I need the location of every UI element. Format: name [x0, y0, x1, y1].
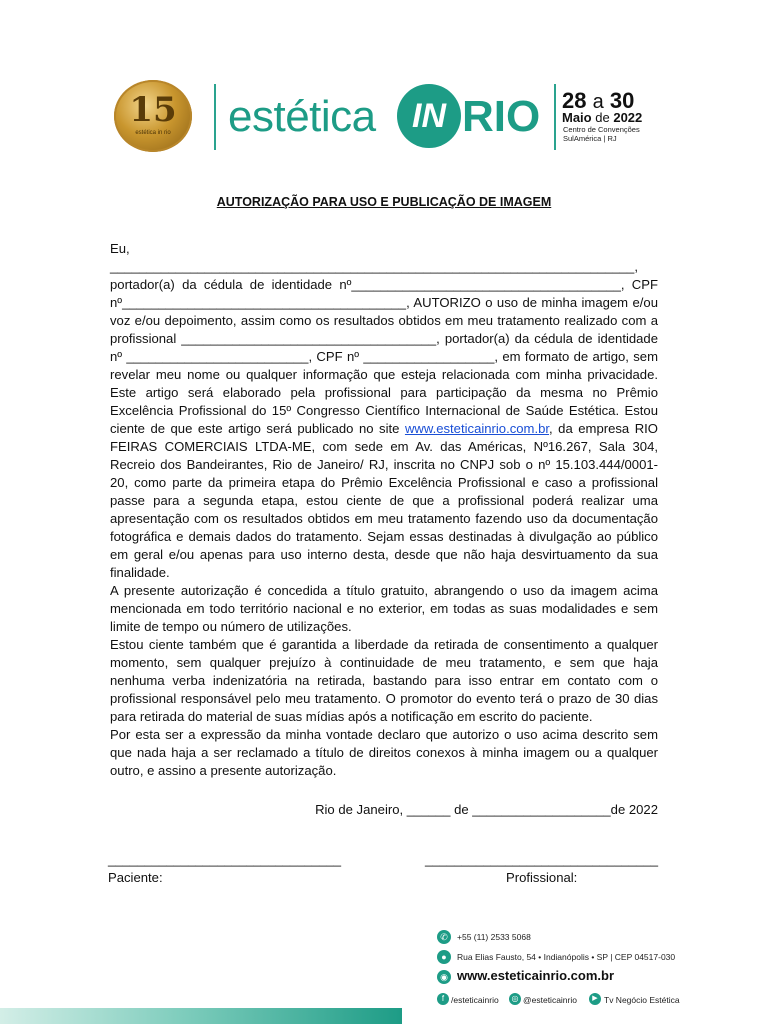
- paragraph-1-part-a: Eu, ________________________________________________________________________, portador(a) da cédula de identidade nº_____________________________________, CPF nº_______________________________________, AUTORIZO o uso de minha imagem e/ou voz e/ou depoimento, assim como os resultados obtidos em meu tratamento realizado com a profissional ___________________________________, portador(a) da cédula de identidade nº _________________________, CPF nº __________________, em formato de artigo, sem revelar meu nome ou qualquer informação que esteja relacionada com minha privacidade. Este artigo será elaborado pela profissional para participação da mesma no Prêmio Excelência Profissional do 15º Congresso Científico Internacional de Saúde Estética. Estou ciente de que este artigo será publicado no site: [110, 241, 658, 436]
- header-divider-left: [214, 84, 216, 150]
- paragraph-1-part-b: , da empresa RIO FEIRAS COMERCIAIS LTDA-ME, com sede em Av. das Américas, Nº16.267, Sala 304, Recreio dos Bandeirantes, Rio de Janeiro/ RJ, inscrita no CNPJ sob o nº 15.103.444/0001- 20, como parte da primeira etapa do Prêmio Excelência Profissional e caso a profissional passe para a segunda etapa, estou ciente de que a profissional poderá realizar uma apresentação com os resultados obtidos em meu tratamento fazendo uso da documentação fotográfica e demais dados do tratamento. Sejam essas destinadas à divulgação ao público em geral e/ou apenas para uso interno desta, desde que não haja desvirtuamento da sua finalidade.: [110, 421, 658, 580]
- event-year: 2022: [613, 110, 643, 125]
- footer-phone: +55 (11) 2533 5068: [457, 932, 531, 942]
- document-title: AUTORIZAÇÃO PARA USO E PUBLICAÇÃO DE IMAGEM: [216, 195, 552, 209]
- date-to: 30: [609, 88, 635, 113]
- patient-signature-line: ________________________________: [108, 852, 342, 867]
- professional-label: Profissional:: [506, 870, 578, 885]
- facebook-icon: f: [437, 993, 449, 1005]
- header-divider-right: [554, 84, 556, 150]
- instagram-icon: ◎: [509, 993, 521, 1005]
- footer-instagram[interactable]: @esteticainrio: [523, 995, 577, 1005]
- brand-in-circle: IN: [397, 84, 461, 148]
- phone-icon: ✆: [437, 930, 451, 944]
- website-link[interactable]: www.esteticainrio.com.br: [404, 421, 550, 436]
- globe-icon: ◉: [437, 970, 451, 984]
- event-month: [562, 110, 642, 125]
- month-de: de: [595, 110, 610, 125]
- paragraph-3: Estou ciente também que é garantida a liberdade da retirada de consentimento a qualquer momento, sem qualquer prejuízo à continuidade de meu tratamento, e sem que haja nenhuma verba indenizatória na retirada, bastando para isso entrar em contato com o profissional responsável pelo meu tratamento. O promotor do evento terá o prazo de 30 dias para retirada do material de suas mídias após a notificação em escrito do paciente.: [110, 637, 658, 724]
- footer-address: Rua Elias Fausto, 54 • Indianópolis • SP | CEP 04517-030: [457, 952, 676, 962]
- place-date-line: Rio de Janeiro, ______ de ___________________de 2022: [315, 802, 658, 817]
- paragraph-2: A presente autorização é concedida a título gratuito, abrangendo o uso da imagem acima mencionada em todo território nacional e no exterior, em todas as suas modalidades e sem limite de tempo ou número de utilizações.: [110, 583, 658, 634]
- brand-name: estética: [228, 92, 376, 141]
- venue-line-2: SulAmérica | RJ: [563, 134, 617, 143]
- date-from: 28: [562, 88, 587, 113]
- location-icon: ●: [437, 950, 451, 964]
- paragraph-1: [110, 240, 658, 582]
- footer-facebook[interactable]: /esteticainrio: [451, 995, 499, 1005]
- month-name: Maio: [562, 110, 592, 125]
- footer-gradient-bar: [0, 1008, 402, 1024]
- patient-label: Paciente:: [108, 870, 163, 885]
- paragraph-4: Por esta ser a expressão da minha vontade declaro que autorizo o uso acima descrito sem que nada haja a ser reclamado a título de direitos conexos à minha imagem ou a qualquer outro, e assino a presente autorização.: [110, 727, 658, 778]
- professional-signature-line: ________________________________: [425, 852, 659, 867]
- footer-website[interactable]: www.esteticainrio.com.br: [457, 968, 615, 983]
- date-separator: a: [592, 91, 604, 113]
- badge-subtitle: estética in rio: [135, 130, 171, 136]
- document-body: [110, 240, 658, 780]
- tv-icon: ▶: [589, 993, 601, 1005]
- brand-rio: RIO: [462, 92, 541, 141]
- footer-tv[interactable]: Tv Negócio Estética: [604, 995, 680, 1005]
- badge-number: 15: [129, 90, 177, 130]
- anniversary-badge-logo: [114, 80, 192, 152]
- venue-line-1: Centro de Convenções: [563, 125, 640, 134]
